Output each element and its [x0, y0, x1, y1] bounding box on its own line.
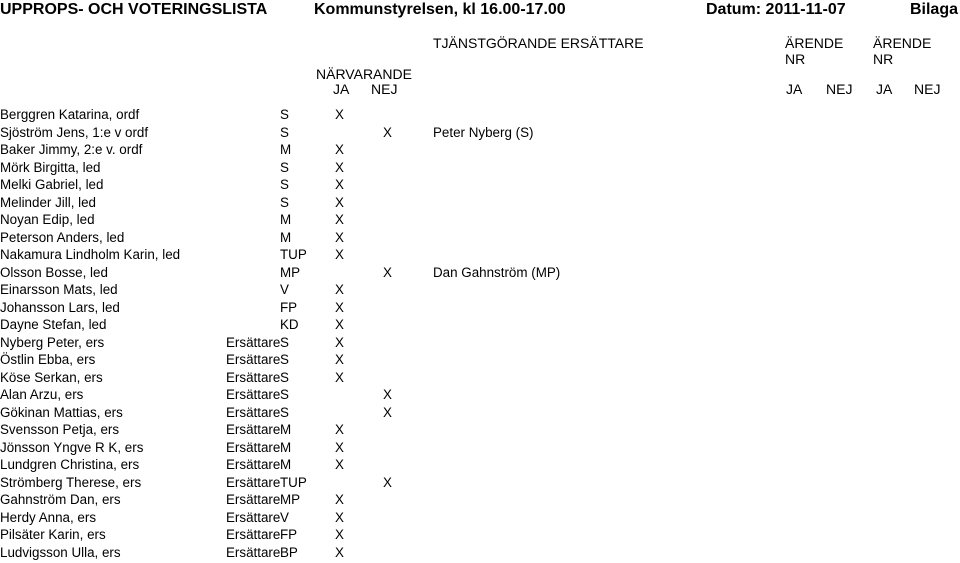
member-type: Ersättare	[226, 492, 281, 507]
table-row	[0, 456, 960, 474]
table-row	[0, 421, 960, 439]
party-code: S	[280, 124, 289, 140]
member-type: Ersättare	[226, 439, 281, 455]
member-name: Noyan Edip, led	[0, 212, 95, 227]
member-name: Baker Jimmy, 2:e v. ordf	[0, 142, 143, 157]
party-code: V	[280, 509, 289, 525]
arende2-header: ÄRENDE	[873, 35, 932, 51]
table-row	[0, 194, 960, 212]
present-ja-mark: X	[335, 247, 344, 262]
member-name: Peterson Anders, led	[0, 229, 125, 245]
party-code: BP	[280, 544, 298, 560]
member-type: Ersättare	[226, 404, 281, 420]
table-row	[0, 141, 960, 159]
ja2-header: JA	[876, 81, 893, 97]
present-ja-mark: X	[335, 212, 344, 227]
table-row	[0, 246, 960, 264]
party-code: MP	[280, 492, 301, 507]
substitute-name: Peter Nyberg (S)	[433, 124, 534, 140]
party-code: M	[280, 142, 292, 157]
member-name: Einarsson Mats, led	[0, 282, 118, 297]
member-name: Berggren Katarina, ordf	[0, 107, 140, 122]
table-row	[0, 386, 960, 404]
present-ja-mark: X	[335, 229, 344, 245]
member-name: Gökinan Mattias, ers	[0, 404, 123, 420]
present-ja-mark: X	[335, 177, 344, 192]
member-type: Ersättare	[226, 334, 281, 350]
present-ja-mark: X	[335, 422, 344, 437]
present-ja-mark: X	[335, 299, 344, 315]
member-name: Dayne Stefan, led	[0, 317, 107, 332]
party-code: V	[280, 282, 289, 297]
present-ja-mark: X	[335, 317, 344, 332]
party-code: S	[280, 194, 289, 210]
member-type: Ersättare	[226, 422, 281, 437]
table-row	[0, 159, 960, 177]
party-code: S	[280, 159, 289, 175]
party-code: S	[280, 107, 289, 122]
party-code: FP	[280, 527, 298, 542]
member-type: Ersättare	[226, 352, 281, 367]
present-ja-mark: X	[335, 194, 344, 210]
party-code: S	[280, 334, 289, 350]
member-type: Ersättare	[226, 457, 281, 472]
present-nej-mark: X	[383, 264, 392, 280]
nej-header: NEJ	[371, 81, 398, 97]
present-ja-mark: X	[335, 492, 344, 507]
present-ja-mark: X	[335, 439, 344, 455]
member-name: Melinder Jill, led	[0, 194, 97, 210]
member-name: Östlin Ebba, ers	[0, 352, 96, 367]
member-name: Johansson Lars, led	[0, 299, 120, 315]
present-nej-mark: X	[383, 404, 392, 420]
present-ja-mark: X	[335, 334, 344, 350]
member-name: Gahnström Dan, ers	[0, 492, 121, 507]
substitute-name: Dan Gahnström (MP)	[433, 264, 561, 280]
present-ja-mark: X	[335, 457, 344, 472]
document-title: UPPROPS- OCH VOTERINGSLISTA	[0, 1, 268, 18]
table-row	[0, 281, 960, 299]
present-nej-mark: X	[383, 474, 392, 490]
member-name: Strömberg Therese, ers	[0, 474, 142, 490]
member-name: Nyberg Peter, ers	[0, 334, 105, 350]
member-name: Herdy Anna, ers	[0, 509, 97, 525]
party-code: MP	[280, 264, 301, 280]
party-code: FP	[280, 299, 298, 315]
member-name: Ludvigsson Ulla, ers	[0, 544, 121, 560]
table-row	[0, 351, 960, 369]
present-nej-mark: X	[383, 387, 392, 402]
party-code: S	[280, 177, 289, 192]
table-row	[0, 211, 960, 229]
table-row	[0, 526, 960, 544]
present-nej-mark: X	[383, 124, 392, 140]
nej1-header: NEJ	[826, 81, 853, 97]
present-ja-mark: X	[335, 509, 344, 525]
present-ja-mark: X	[335, 369, 344, 385]
member-name: Köse Serkan, ers	[0, 369, 103, 385]
table-row	[0, 544, 960, 562]
party-code: S	[280, 387, 289, 402]
party-code: M	[280, 422, 292, 437]
party-code: TUP	[280, 247, 307, 262]
member-name: Sjöström Jens, 1:e v ordf	[0, 124, 149, 140]
table-row	[0, 124, 960, 142]
member-type: Ersättare	[226, 369, 281, 385]
member-name: Melki Gabriel, led	[0, 177, 104, 192]
table-row	[0, 176, 960, 194]
member-name: Olsson Bosse, led	[0, 264, 108, 280]
member-name: Mörk Birgitta, led	[0, 159, 101, 175]
member-name: Pilsäter Karin, ers	[0, 527, 106, 542]
present-ja-mark: X	[335, 142, 344, 157]
arende1-header: ÄRENDE	[785, 35, 844, 51]
member-type: Ersättare	[226, 474, 281, 490]
table-row	[0, 316, 960, 334]
arende2-nr-header: NR	[873, 51, 894, 67]
present-ja-mark: X	[335, 282, 344, 297]
party-code: KD	[280, 317, 299, 332]
member-type: Ersättare	[226, 527, 281, 542]
table-row	[0, 439, 960, 457]
table-row	[0, 334, 960, 352]
table-row	[0, 474, 960, 492]
arende1-nr-header: NR	[785, 51, 806, 67]
table-row	[0, 491, 960, 509]
party-code: M	[280, 457, 292, 472]
present-ja-mark: X	[335, 352, 344, 367]
title-bar	[0, 0, 960, 19]
party-code: TUP	[280, 474, 307, 490]
table-row	[0, 106, 960, 124]
member-type: Ersättare	[226, 509, 281, 525]
party-code: M	[280, 212, 292, 227]
present-ja-mark: X	[335, 107, 344, 122]
ja1-header: JA	[786, 81, 803, 97]
present-ja-mark: X	[335, 527, 344, 542]
member-name: Svensson Petja, ers	[0, 422, 120, 437]
member-name: Alan Arzu, ers	[0, 387, 84, 402]
table-row	[0, 264, 960, 282]
present-ja-mark: X	[335, 544, 344, 560]
appendix-label: Bilaga	[909, 1, 958, 18]
party-code: M	[280, 439, 292, 455]
member-type: Ersättare	[226, 544, 281, 560]
member-name: Lundgren Christina, ers	[0, 457, 140, 472]
table-row	[0, 299, 960, 317]
party-code: M	[280, 229, 292, 245]
party-code: S	[280, 404, 289, 420]
table-row	[0, 509, 960, 527]
ja-header: JA	[333, 81, 350, 97]
meeting-date: Datum: 2011-11-07	[706, 1, 846, 18]
substitute-column-header: TJÄNSTGÖRANDE ERSÄTTARE	[433, 35, 644, 51]
present-header: NÄRVARANDE	[316, 66, 412, 82]
member-type: Ersättare	[226, 387, 281, 402]
present-ja-mark: X	[335, 159, 344, 175]
table-row	[0, 404, 960, 422]
meeting-info: Kommunstyrelsen, kl 16.00-17.00	[314, 1, 566, 18]
party-code: S	[280, 369, 289, 385]
party-code: S	[280, 352, 289, 367]
table-row	[0, 369, 960, 387]
attendance-list	[0, 106, 960, 561]
member-name: Nakamura Lindholm Karin, led	[0, 247, 181, 262]
nej2-header: NEJ	[914, 81, 941, 97]
table-row	[0, 229, 960, 247]
member-name: Jönsson Yngve R K, ers	[0, 439, 144, 455]
